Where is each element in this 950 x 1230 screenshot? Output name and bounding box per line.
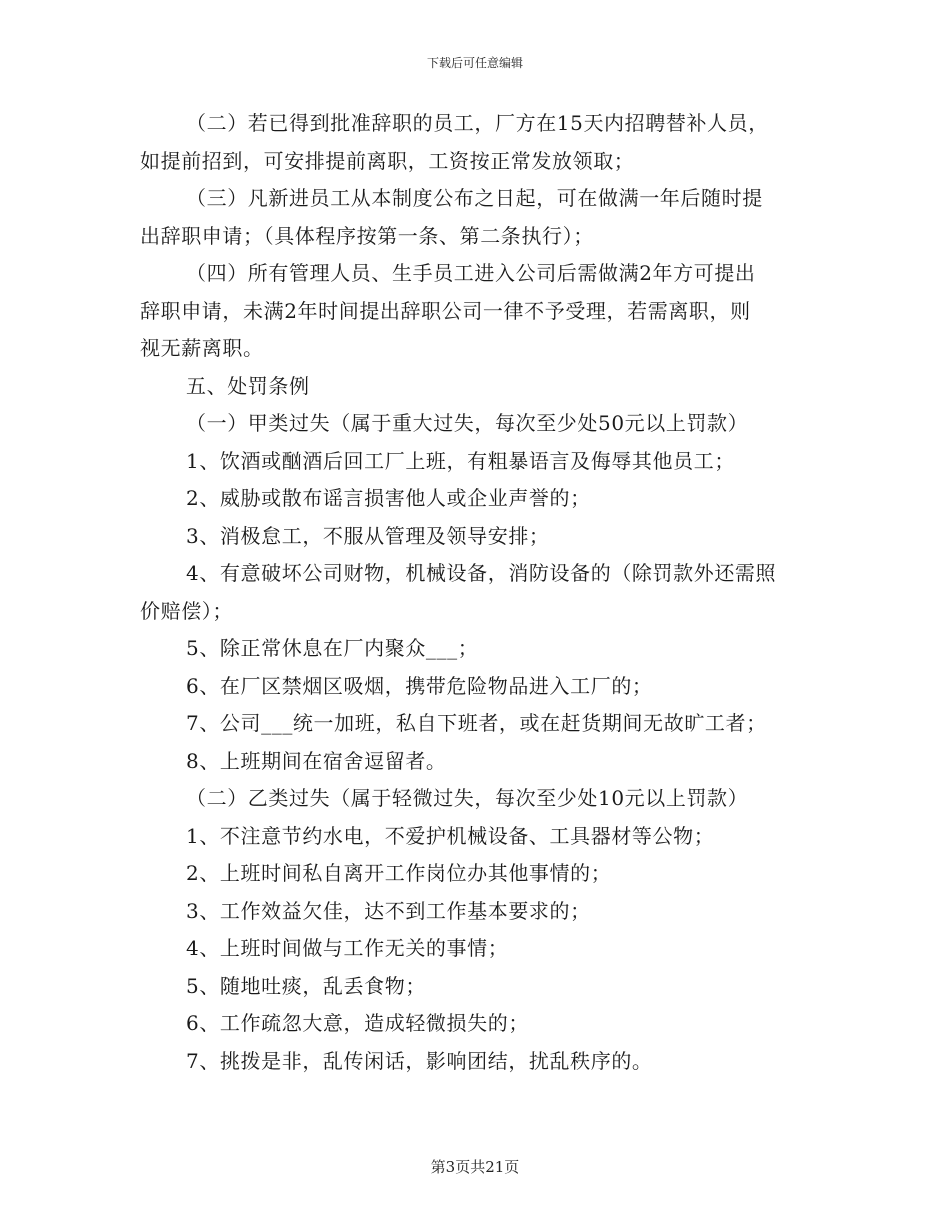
text-line: （三）凡新进员工从本制度公布之日起，可在做满一年后随时提 [186, 186, 763, 210]
text-line: 出辞职申请；（具体程序按第一条、第二条执行）； [140, 223, 594, 248]
list-item: 6、在厂区禁烟区吸烟，携带危险物品进入工厂的； [186, 673, 653, 698]
list-item: 8、上班期间在宿舍逗留者。 [186, 748, 447, 773]
list-item: 3、消极怠工，不服从管理及领导安排； [186, 523, 550, 548]
page-header: 下载后可任意编辑 [426, 56, 523, 70]
subsection-heading: （二）乙类过失（属于轻微过失，每次至少处10元以上罚款） [186, 786, 749, 810]
text-line: 如提前招到，可安排提前离职，工资按正常发放领取； [140, 148, 635, 173]
list-item: 4、上班时间做与工作无关的事情； [186, 936, 509, 960]
list-item: 5、除正常休息在厂内聚众___； [186, 636, 479, 660]
list-item: 1、不注意节约水电，不爱护机械设备、工具器材等公物； [186, 823, 715, 848]
text-line: （二）若已得到批准辞职的员工，厂方在15天内招聘替补人员， [186, 111, 769, 135]
list-item: 3、工作效益欠佳，达不到工作基本要求的； [186, 898, 591, 923]
section-heading: 五、处罚条例 [186, 373, 310, 398]
list-item: 6、工作疏忽大意，造成轻微损失的； [186, 1011, 529, 1035]
text-line: （四）所有管理人员、生手员工进入公司后需做满2年方可提出 [186, 261, 756, 285]
list-item: 2、威胁或散布谣言损害他人或企业声誉的； [186, 486, 591, 510]
text-line: 辞职申请，未满2年时间提出辞职公司一律不予受理，若需离职，则 [140, 298, 751, 323]
list-item: 2、上班时间私自离开工作岗位办其他事情的； [186, 861, 612, 885]
list-item: 4、有意破坏公司财物，机械设备，消防设备的（除罚款外还需照 [186, 561, 777, 585]
list-item: 5、随地吐痰，乱丢食物； [186, 973, 426, 998]
list-item: 1、饮酒或酗酒后回工厂上班，有粗暴语言及侮辱其他员工； [186, 448, 735, 473]
text-line: 视无薪离职。 [140, 336, 264, 360]
document-body [140, 105, 810, 1080]
subsection-heading: （一）甲类过失（属于重大过失，每次至少处50元以上罚款） [186, 411, 749, 435]
list-item: 7、公司___统一加班，私自下班者，或在赶货期间无故旷工者； [186, 711, 767, 735]
list-item: 7、挑拨是非，乱传闲话，影响团结，扰乱秩序的。 [186, 1048, 653, 1073]
list-item-continuation: 价赔偿）； [140, 598, 233, 623]
page-footer: 第3页共21页 [430, 1158, 520, 1176]
